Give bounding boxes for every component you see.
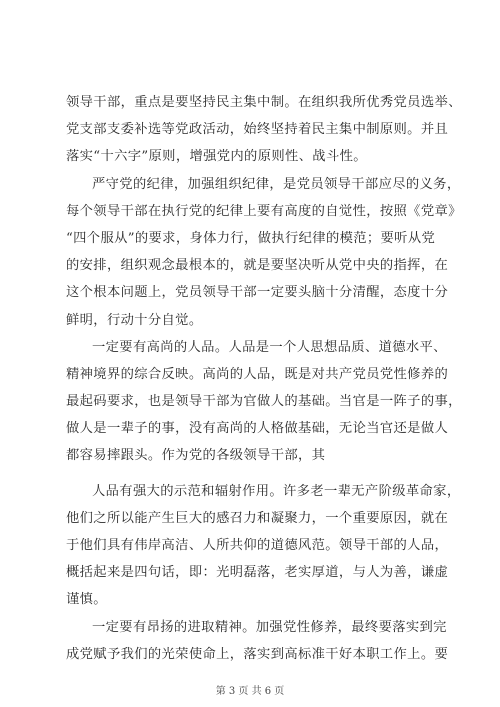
page-footer: 第 3 页 共 6 页 — [215, 686, 285, 697]
paragraph — [66, 89, 462, 171]
text-line: 他们之所以能产生巨大的感召力和凝聚力，一个重要原因，就在 — [66, 510, 449, 526]
text-line: 最起码要求，也是领导干部为官做人的基础。当官是一阵子的事， — [66, 394, 462, 410]
text-line: 这个根本问题上，党员领导干部一定要头脑十分清醒，态度十分 — [66, 285, 449, 301]
paragraph-gap — [66, 470, 438, 478]
paragraph — [66, 478, 461, 614]
text-line: 党支部支委补选等党政活动，始终坚持着民主集中制原则。并且 — [66, 122, 449, 138]
text-line: 精神境界的综合反映。高尚的人品，既是对共产党员党性修养的 — [66, 366, 449, 382]
text-line: 人品有强大的示范和辐射作用。许多老一辈无产阶级革命家， — [92, 483, 461, 499]
text-line: 领导干部，重点是要坚持民主集中制。在组织我所优秀党员选举、 — [66, 95, 462, 110]
text-line: 每个领导干部在执行党的纪律上要有高度的自觉性，按照《党章》 — [66, 203, 462, 219]
text-line: 谨慎。 — [66, 592, 107, 608]
text-line: 都容易摔跟头。作为党的各级领导干部，其 — [66, 448, 326, 464]
paragraph — [66, 614, 449, 668]
text-line: 一定要有高尚的人品。人品是一个人思想品质、道德水平、 — [92, 339, 447, 355]
text-line: 的安排，组织观念最根本的，就是要坚决听从党中央的指挥，在 — [66, 258, 449, 274]
paragraph — [66, 171, 462, 334]
text-line: “四个服从”的要求，身体力行，做执行纪律的模范；要听从党 — [66, 230, 436, 246]
paragraph — [66, 334, 462, 470]
text-line: 做人是一辈子的事，没有高尚的人格做基础，无论当官还是做人 — [66, 421, 449, 437]
body-text — [66, 89, 462, 668]
text-line: 一定要有昂扬的进取精神。加强党性修养，最终要落实到完 — [92, 619, 447, 635]
text-line: 概括起来是四句话，即：光明磊落，老实厚道，与人为善，谦虚 — [66, 565, 449, 581]
text-line: 于他们具有伟岸高洁、人所共仰的道德风范。领导干部的人品， — [66, 538, 449, 553]
text-line: 鲜明，行动十分自觉。 — [66, 312, 203, 328]
text-line: 成党赋予我们的光荣使命上，落实到高标准干好本职工作上。要 — [66, 646, 449, 662]
text-line: 严守党的纪律，加强组织纪律，是党员领导干部应尽的义务， — [92, 176, 461, 192]
text-line: 落实“十六字”原则，增强党内的原则性、战斗性。 — [66, 149, 367, 165]
